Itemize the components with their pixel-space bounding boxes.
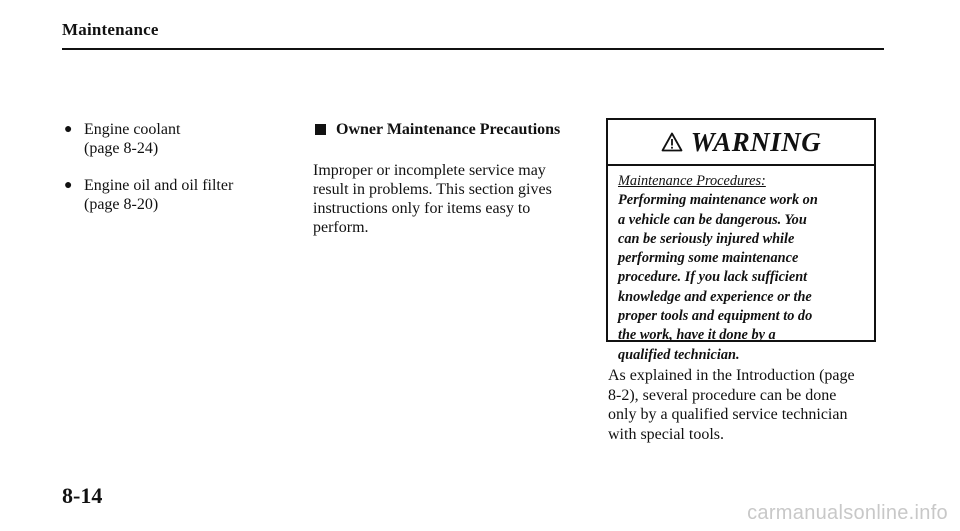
watermark: carmanualsonline.info xyxy=(747,502,948,524)
middle-column xyxy=(313,120,588,237)
warning-line: knowledge and experience or the xyxy=(618,288,812,305)
warning-line: proper tools and equipment to do xyxy=(618,308,813,325)
list-item xyxy=(62,176,292,214)
precautions-heading xyxy=(313,120,588,139)
warning-triangle-icon xyxy=(661,132,683,152)
warning-line: Performing maintenance work on xyxy=(618,192,818,209)
paragraph-line: with special tools. xyxy=(608,425,724,443)
list-item-page-ref: (page 8-20) xyxy=(84,196,159,213)
paragraph-line: perform. xyxy=(313,219,369,236)
paragraph-line: 8-2), several procedure can be done xyxy=(608,386,837,404)
section-title: Maintenance xyxy=(62,20,159,39)
warning-subheading: Maintenance Procedures: xyxy=(618,173,766,189)
warning-line: procedure. If you lack sufficient xyxy=(618,269,808,286)
list-item-text: Engine oil and oil filter xyxy=(84,177,234,194)
warning-line: performing some maintenance xyxy=(618,250,799,267)
left-column xyxy=(62,120,292,232)
right-column xyxy=(608,366,888,444)
warning-line: a vehicle can be dangerous. You xyxy=(618,211,807,228)
page-number: 8-14 xyxy=(62,483,103,508)
warning-header xyxy=(608,120,874,166)
paragraph-line: Improper or incomplete service may xyxy=(313,162,546,179)
bullet-dot-icon: ● xyxy=(64,178,73,193)
warning-title: WARNING xyxy=(690,126,822,157)
paragraph-line: only by a qualified service technician xyxy=(608,406,848,423)
warning-box xyxy=(606,118,876,363)
precautions-paragraph xyxy=(313,161,588,237)
bullet-dot-icon: ● xyxy=(64,122,73,137)
list-item-page-ref: (page 8-24) xyxy=(84,140,159,157)
list-item xyxy=(62,120,292,158)
header-rule xyxy=(62,48,884,50)
warning-line: qualified technician. xyxy=(618,346,740,363)
paragraph-line: instructions only for items easy to xyxy=(313,200,531,217)
paragraph-line: result in problems. This section gives xyxy=(313,181,552,198)
paragraph-line: As explained in the Introduction (page xyxy=(608,367,855,384)
warning-line: the work, have it done by a xyxy=(618,327,776,344)
warning-line: can be seriously injured while xyxy=(618,230,795,247)
precautions-heading-text: Owner Maintenance Precautions xyxy=(336,121,561,138)
list-item-text: Engine coolant xyxy=(84,121,181,138)
warning-body xyxy=(608,166,874,365)
black-square-icon xyxy=(315,124,326,135)
